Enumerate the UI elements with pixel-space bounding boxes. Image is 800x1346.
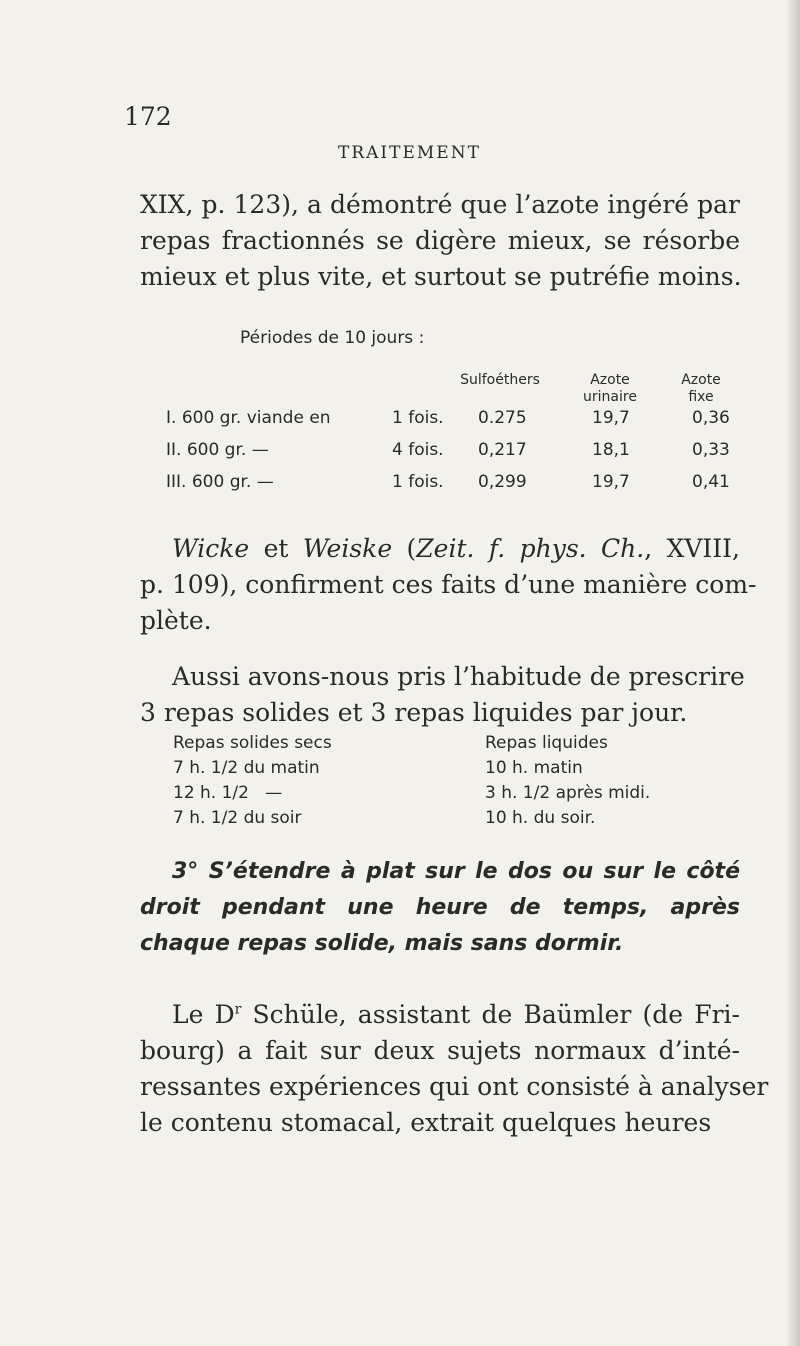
page-edge-shadow <box>786 0 800 1346</box>
table-caption: Périodes de 10 jours : <box>240 328 425 348</box>
cell-azote-fixe: 0,41 <box>692 472 730 492</box>
row-frequency: 1 fois. <box>392 408 444 428</box>
cell-azote-fixe: 0,36 <box>692 408 730 428</box>
text-line: plète. <box>140 606 212 635</box>
cell-azote-urinaire: 18,1 <box>592 440 630 460</box>
column-header-azote-urinaire: Azote urinaire <box>583 372 637 405</box>
text-fragment: ( <box>392 534 417 563</box>
text-line: 3° S’étendre à plat sur le dos ou sur le côté <box>172 859 740 884</box>
meal-time: 10 h. du soir. <box>485 808 596 828</box>
row-label: II. 600 gr. — <box>166 440 269 460</box>
paragraph-aussi <box>140 659 745 731</box>
row-label: I. 600 gr. viande en <box>166 408 331 428</box>
paragraph-schule <box>140 997 769 1141</box>
text-line <box>140 531 740 567</box>
text-line: ressantes expériences qui ont consisté à analyser <box>140 1072 769 1101</box>
page-number: 172 <box>124 102 172 131</box>
meal-time: 7 h. 1/2 du soir <box>173 808 302 828</box>
superscript: r <box>234 1001 242 1018</box>
paragraph-intro <box>140 187 740 295</box>
text-line: 3 repas solides et 3 repas liquides par jour. <box>140 698 688 727</box>
cell-azote-urinaire: 19,7 <box>592 408 630 428</box>
running-title: TRAITEMENT <box>338 143 481 163</box>
text-fragment: Le D <box>172 1000 235 1029</box>
column-header-sulfoethers: Sulfoéthers <box>460 372 540 388</box>
text-line: Aussi avons-nous pris l’habitude de prescrire <box>172 662 745 691</box>
text-line: droit pendant une heure de temps, après <box>140 895 740 920</box>
meal-heading: Repas liquides <box>485 733 608 753</box>
text-line: chaque repas solide, mais sans dormir. <box>140 931 624 956</box>
meal-heading: Repas solides secs <box>173 733 332 753</box>
meal-time: 10 h. matin <box>485 758 583 778</box>
author-name: Weiske <box>302 534 393 563</box>
meal-time: 3 h. 1/2 après midi. <box>485 783 651 803</box>
cell-sulfoethers: 0,217 <box>478 440 527 460</box>
column-header-azote-fixe: Azote fixe <box>681 372 721 405</box>
text-line: bourg) a fait sur deux sujets normaux d’inté- <box>140 1036 740 1065</box>
author-name: Wicke <box>172 534 250 563</box>
row-frequency: 4 fois. <box>392 440 444 460</box>
text-line <box>140 997 740 1033</box>
cell-azote-fixe: 0,33 <box>692 440 730 460</box>
row-frequency: 1 fois. <box>392 472 444 492</box>
cell-azote-urinaire: 19,7 <box>592 472 630 492</box>
text-line: mieux et plus vite, et surtout se putréfie moins. <box>140 262 742 291</box>
paragraph-wicke <box>140 531 757 639</box>
text-line: XIX, p. 123), a démontré que l’azote ingéré par <box>140 190 740 219</box>
meal-time: 7 h. 1/2 du matin <box>173 758 320 778</box>
cell-sulfoethers: 0,299 <box>478 472 527 492</box>
meal-schedule-liquid <box>485 731 650 831</box>
journal-title: Zeit. f. phys. Ch. <box>416 534 645 563</box>
row-label: III. 600 gr. — <box>166 472 274 492</box>
text-line: le contenu stomacal, extrait quelques heures <box>140 1108 712 1137</box>
text-fragment: , XVIII, <box>644 534 740 563</box>
text-fragment: Schüle, assistant de Baümler (de Fri- <box>241 1000 740 1029</box>
cell-sulfoethers: 0.275 <box>478 408 527 428</box>
text-line: repas fractionnés se digère mieux, se résorbe <box>140 226 740 255</box>
text-line: p. 109), confirment ces faits d’une manière com- <box>140 570 757 599</box>
paragraph-instruction <box>140 854 740 962</box>
text-fragment: et <box>249 534 303 563</box>
meal-time: 12 h. 1/2 — <box>173 783 283 803</box>
meal-schedule-solid <box>173 731 332 831</box>
